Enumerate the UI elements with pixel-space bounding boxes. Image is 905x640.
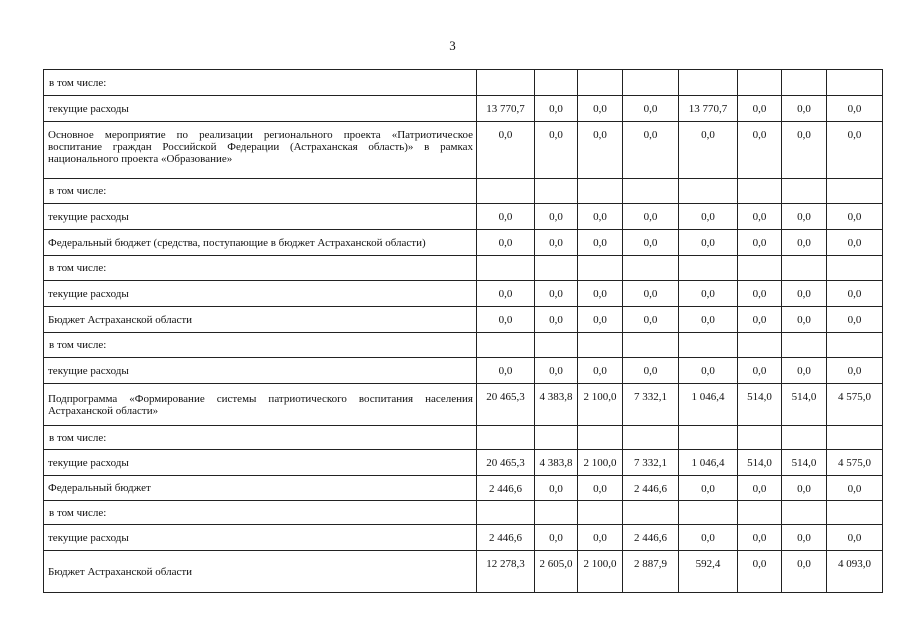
- value-cell: [738, 179, 782, 204]
- table-row: [44, 307, 883, 333]
- table-row: [44, 230, 883, 256]
- row-label: в том числе:: [44, 333, 477, 358]
- table-row: [44, 256, 883, 281]
- value-cell: 7 332,1: [623, 450, 679, 476]
- value-cell: 12 278,3: [477, 551, 535, 593]
- row-label: текущие расходы: [44, 204, 477, 230]
- value-cell: 2 605,0: [535, 551, 578, 593]
- value-cell: [738, 333, 782, 358]
- value-cell: 0,0: [578, 307, 623, 333]
- value-cell: [578, 426, 623, 450]
- table-body: [44, 70, 883, 593]
- row-label: Подпрограмма «Формирование системы патриотического воспитания населения Астраханской области»: [44, 384, 477, 426]
- value-cell: 0,0: [535, 358, 578, 384]
- value-cell: 4 383,8: [535, 384, 578, 426]
- value-cell: [623, 256, 679, 281]
- value-cell: [477, 179, 535, 204]
- value-cell: [827, 70, 883, 96]
- table-row: [44, 450, 883, 476]
- value-cell: [827, 333, 883, 358]
- table-row: [44, 333, 883, 358]
- value-cell: [679, 70, 738, 96]
- value-cell: 0,0: [679, 230, 738, 256]
- value-cell: 4 575,0: [827, 384, 883, 426]
- value-cell: 0,0: [782, 358, 827, 384]
- value-cell: 0,0: [782, 281, 827, 307]
- page-number: 3: [449, 38, 456, 53]
- value-cell: 0,0: [738, 476, 782, 501]
- value-cell: 0,0: [679, 122, 738, 179]
- value-cell: 0,0: [679, 358, 738, 384]
- value-cell: 0,0: [623, 230, 679, 256]
- value-cell: [623, 70, 679, 96]
- budget-table: [43, 69, 883, 593]
- row-label: в том числе:: [44, 426, 477, 450]
- value-cell: 0,0: [623, 122, 679, 179]
- value-cell: [477, 256, 535, 281]
- value-cell: [782, 501, 827, 525]
- value-cell: [827, 501, 883, 525]
- value-cell: 0,0: [827, 525, 883, 551]
- row-label: текущие расходы: [44, 96, 477, 122]
- table-row: [44, 70, 883, 96]
- value-cell: 0,0: [477, 122, 535, 179]
- value-cell: 0,0: [679, 281, 738, 307]
- row-label: в том числе:: [44, 179, 477, 204]
- value-cell: [578, 70, 623, 96]
- row-label: Основное мероприятие по реализации регионального проекта «Патриотическое воспитание граждан Российской Федерации (Астраханская область)» в рамках национального проекта «Образование»: [44, 122, 477, 179]
- value-cell: 0,0: [477, 230, 535, 256]
- value-cell: 0,0: [477, 281, 535, 307]
- value-cell: 592,4: [679, 551, 738, 593]
- value-cell: [738, 256, 782, 281]
- value-cell: [477, 70, 535, 96]
- table-row: [44, 96, 883, 122]
- value-cell: 0,0: [477, 204, 535, 230]
- value-cell: [535, 333, 578, 358]
- value-cell: 13 770,7: [679, 96, 738, 122]
- value-cell: 0,0: [738, 307, 782, 333]
- value-cell: [782, 70, 827, 96]
- value-cell: [477, 501, 535, 525]
- value-cell: 0,0: [827, 358, 883, 384]
- row-label: Бюджет Астраханской области: [44, 307, 477, 333]
- value-cell: 4 575,0: [827, 450, 883, 476]
- row-label: в том числе:: [44, 256, 477, 281]
- value-cell: 0,0: [535, 122, 578, 179]
- table-row: [44, 384, 883, 426]
- row-label: текущие расходы: [44, 525, 477, 551]
- value-cell: 2 100,0: [578, 450, 623, 476]
- row-label: текущие расходы: [44, 281, 477, 307]
- table-row: [44, 281, 883, 307]
- value-cell: 0,0: [578, 358, 623, 384]
- row-label: Федеральный бюджет: [44, 476, 477, 501]
- value-cell: 0,0: [679, 307, 738, 333]
- value-cell: [623, 426, 679, 450]
- value-cell: [623, 333, 679, 358]
- value-cell: 0,0: [578, 230, 623, 256]
- value-cell: 1 046,4: [679, 450, 738, 476]
- row-label: Бюджет Астраханской области: [44, 551, 477, 593]
- value-cell: 0,0: [477, 307, 535, 333]
- value-cell: 2 100,0: [578, 384, 623, 426]
- value-cell: 0,0: [578, 281, 623, 307]
- value-cell: 0,0: [623, 358, 679, 384]
- value-cell: 13 770,7: [477, 96, 535, 122]
- value-cell: 0,0: [623, 281, 679, 307]
- value-cell: [782, 426, 827, 450]
- value-cell: 0,0: [623, 307, 679, 333]
- value-cell: 0,0: [827, 281, 883, 307]
- value-cell: 0,0: [578, 122, 623, 179]
- value-cell: [535, 501, 578, 525]
- value-cell: 0,0: [578, 96, 623, 122]
- value-cell: [827, 256, 883, 281]
- value-cell: 0,0: [679, 476, 738, 501]
- value-cell: 4 383,8: [535, 450, 578, 476]
- value-cell: 0,0: [782, 551, 827, 593]
- value-cell: 7 332,1: [623, 384, 679, 426]
- value-cell: 0,0: [738, 204, 782, 230]
- value-cell: [679, 333, 738, 358]
- value-cell: 0,0: [535, 281, 578, 307]
- value-cell: 2 887,9: [623, 551, 679, 593]
- value-cell: 514,0: [738, 384, 782, 426]
- table-row: [44, 122, 883, 179]
- table-row: [44, 426, 883, 450]
- value-cell: 0,0: [827, 96, 883, 122]
- value-cell: 0,0: [623, 204, 679, 230]
- value-cell: [535, 70, 578, 96]
- value-cell: [738, 501, 782, 525]
- value-cell: [578, 501, 623, 525]
- value-cell: 0,0: [679, 525, 738, 551]
- value-cell: 0,0: [535, 307, 578, 333]
- value-cell: 0,0: [578, 525, 623, 551]
- value-cell: 514,0: [738, 450, 782, 476]
- value-cell: 0,0: [477, 358, 535, 384]
- value-cell: 20 465,3: [477, 384, 535, 426]
- value-cell: 0,0: [782, 204, 827, 230]
- value-cell: 2 446,6: [477, 476, 535, 501]
- table-row: [44, 179, 883, 204]
- value-cell: [578, 179, 623, 204]
- value-cell: 20 465,3: [477, 450, 535, 476]
- value-cell: 0,0: [535, 525, 578, 551]
- value-cell: 2 446,6: [477, 525, 535, 551]
- value-cell: 0,0: [782, 476, 827, 501]
- value-cell: [827, 426, 883, 450]
- value-cell: [738, 70, 782, 96]
- value-cell: [623, 179, 679, 204]
- value-cell: [535, 256, 578, 281]
- table-row: [44, 551, 883, 593]
- value-cell: [827, 179, 883, 204]
- row-label: текущие расходы: [44, 450, 477, 476]
- row-label: Федеральный бюджет (средства, поступающие в бюджет Астраханской области): [44, 230, 477, 256]
- value-cell: 0,0: [827, 307, 883, 333]
- table-row: [44, 476, 883, 501]
- value-cell: 0,0: [679, 204, 738, 230]
- value-cell: 2 446,6: [623, 525, 679, 551]
- value-cell: [477, 333, 535, 358]
- row-label: текущие расходы: [44, 358, 477, 384]
- value-cell: 2 446,6: [623, 476, 679, 501]
- value-cell: [782, 256, 827, 281]
- value-cell: 0,0: [782, 230, 827, 256]
- value-cell: [623, 501, 679, 525]
- value-cell: 0,0: [782, 525, 827, 551]
- row-label: в том числе:: [44, 501, 477, 525]
- value-cell: 0,0: [535, 204, 578, 230]
- value-cell: 0,0: [827, 204, 883, 230]
- value-cell: 0,0: [827, 476, 883, 501]
- value-cell: [578, 256, 623, 281]
- value-cell: 514,0: [782, 384, 827, 426]
- value-cell: [782, 179, 827, 204]
- value-cell: 0,0: [738, 525, 782, 551]
- value-cell: [738, 426, 782, 450]
- value-cell: 0,0: [738, 96, 782, 122]
- value-cell: [535, 179, 578, 204]
- value-cell: [679, 426, 738, 450]
- value-cell: 0,0: [578, 476, 623, 501]
- value-cell: [679, 501, 738, 525]
- value-cell: 0,0: [738, 122, 782, 179]
- value-cell: 0,0: [535, 96, 578, 122]
- table-row: [44, 501, 883, 525]
- value-cell: 0,0: [782, 307, 827, 333]
- value-cell: [679, 256, 738, 281]
- value-cell: 0,0: [782, 122, 827, 179]
- value-cell: 514,0: [782, 450, 827, 476]
- value-cell: 0,0: [827, 230, 883, 256]
- table-row: [44, 525, 883, 551]
- value-cell: [535, 426, 578, 450]
- value-cell: 0,0: [738, 551, 782, 593]
- value-cell: [477, 426, 535, 450]
- table-row: [44, 204, 883, 230]
- value-cell: 1 046,4: [679, 384, 738, 426]
- value-cell: 0,0: [535, 230, 578, 256]
- value-cell: 0,0: [738, 358, 782, 384]
- value-cell: [782, 333, 827, 358]
- value-cell: [679, 179, 738, 204]
- value-cell: 4 093,0: [827, 551, 883, 593]
- row-label: в том числе:: [44, 70, 477, 96]
- value-cell: 0,0: [782, 96, 827, 122]
- value-cell: 0,0: [827, 122, 883, 179]
- value-cell: 0,0: [738, 230, 782, 256]
- value-cell: 2 100,0: [578, 551, 623, 593]
- value-cell: 0,0: [535, 476, 578, 501]
- value-cell: 0,0: [738, 281, 782, 307]
- table-row: [44, 358, 883, 384]
- value-cell: 0,0: [578, 204, 623, 230]
- value-cell: 0,0: [623, 96, 679, 122]
- value-cell: [578, 333, 623, 358]
